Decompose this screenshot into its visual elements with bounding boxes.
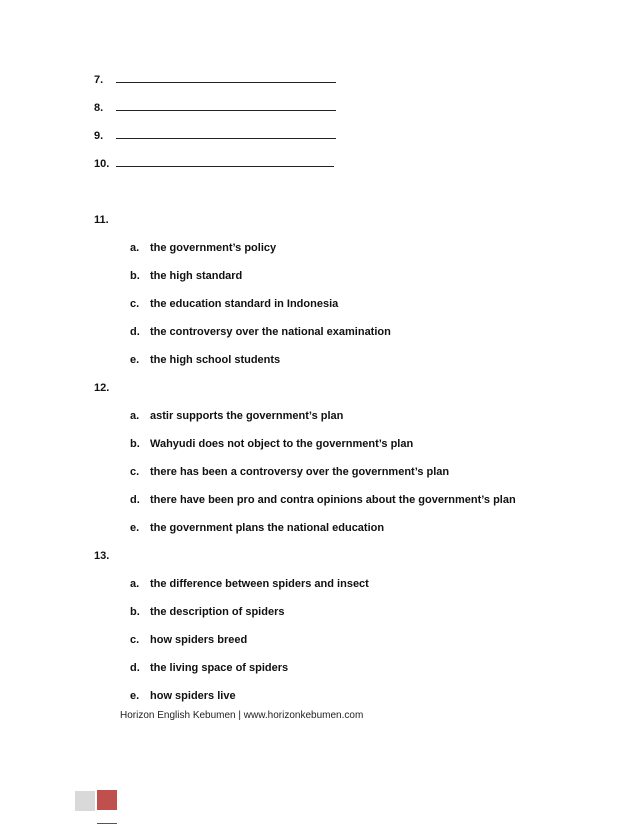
option-13-c bbox=[130, 634, 247, 646]
answer-line-8 bbox=[94, 102, 336, 114]
option-text: the high standard bbox=[150, 270, 243, 282]
footer-rule bbox=[97, 823, 117, 824]
option-text: the description of spiders bbox=[150, 606, 285, 618]
option-11-b bbox=[130, 270, 242, 282]
question-number-11: 11. bbox=[94, 214, 109, 226]
option-letter: a. bbox=[130, 410, 140, 422]
answer-blank bbox=[116, 137, 336, 139]
option-letter: b. bbox=[130, 438, 140, 450]
page-footer: Horizon English Kebumen | www.horizonkebumen.com bbox=[120, 710, 364, 721]
option-text: how spiders breed bbox=[150, 634, 248, 646]
option-letter: d. bbox=[130, 494, 140, 506]
question-number-12: 12. bbox=[94, 382, 110, 394]
option-letter: e. bbox=[130, 522, 140, 534]
option-text: astir supports the government’s plan bbox=[150, 410, 344, 422]
option-letter: b. bbox=[130, 270, 140, 282]
option-letter: a. bbox=[130, 578, 140, 590]
option-text: the controversy over the national examination bbox=[150, 326, 391, 338]
option-letter: a. bbox=[130, 242, 140, 254]
item-number: 10. bbox=[94, 158, 110, 170]
option-letter: b. bbox=[130, 606, 140, 618]
option-text: the high school students bbox=[150, 354, 281, 366]
option-13-d bbox=[130, 662, 288, 674]
item-number: 8. bbox=[94, 102, 104, 114]
option-letter: c. bbox=[130, 466, 140, 478]
option-12-a bbox=[130, 410, 343, 422]
option-text: there has been a controversy over the government’s plan bbox=[150, 466, 450, 478]
option-text: the government’s policy bbox=[150, 242, 277, 254]
answer-line-10 bbox=[94, 158, 334, 170]
option-13-b bbox=[130, 606, 284, 618]
option-text: the living space of spiders bbox=[150, 662, 289, 674]
option-13-e bbox=[130, 690, 236, 702]
answer-blank bbox=[116, 109, 336, 111]
option-text: the education standard in Indonesia bbox=[150, 298, 339, 310]
option-12-b bbox=[130, 438, 413, 450]
option-letter: c. bbox=[130, 634, 140, 646]
option-12-d bbox=[130, 494, 516, 506]
option-12-e bbox=[130, 522, 384, 534]
item-number: 7. bbox=[94, 74, 104, 86]
option-text: there have been pro and contra opinions about the government’s plan bbox=[150, 494, 516, 506]
option-13-a bbox=[130, 578, 369, 590]
answer-line-9 bbox=[94, 130, 336, 142]
option-12-c bbox=[130, 466, 449, 478]
item-number: 9. bbox=[94, 130, 104, 142]
answer-blank bbox=[116, 81, 336, 83]
option-text: the government plans the national education bbox=[150, 522, 385, 534]
answer-line-7 bbox=[94, 74, 336, 86]
option-text: the difference between spiders and insect bbox=[150, 578, 369, 590]
option-letter: d. bbox=[130, 326, 140, 338]
option-11-d bbox=[130, 326, 391, 338]
option-letter: e. bbox=[130, 354, 140, 366]
option-letter: c. bbox=[130, 298, 140, 310]
question-number-13: 13. bbox=[94, 550, 110, 562]
answer-blank bbox=[116, 165, 334, 167]
option-11-c bbox=[130, 298, 338, 310]
option-text: how spiders live bbox=[150, 690, 236, 702]
footer-red-square bbox=[97, 790, 117, 810]
option-text: Wahyudi does not object to the government’s plan bbox=[150, 438, 414, 450]
footer-gray-square bbox=[75, 791, 95, 811]
option-letter: d. bbox=[130, 662, 140, 674]
option-11-a bbox=[130, 242, 276, 254]
option-11-e bbox=[130, 354, 280, 366]
option-letter: e. bbox=[130, 690, 140, 702]
